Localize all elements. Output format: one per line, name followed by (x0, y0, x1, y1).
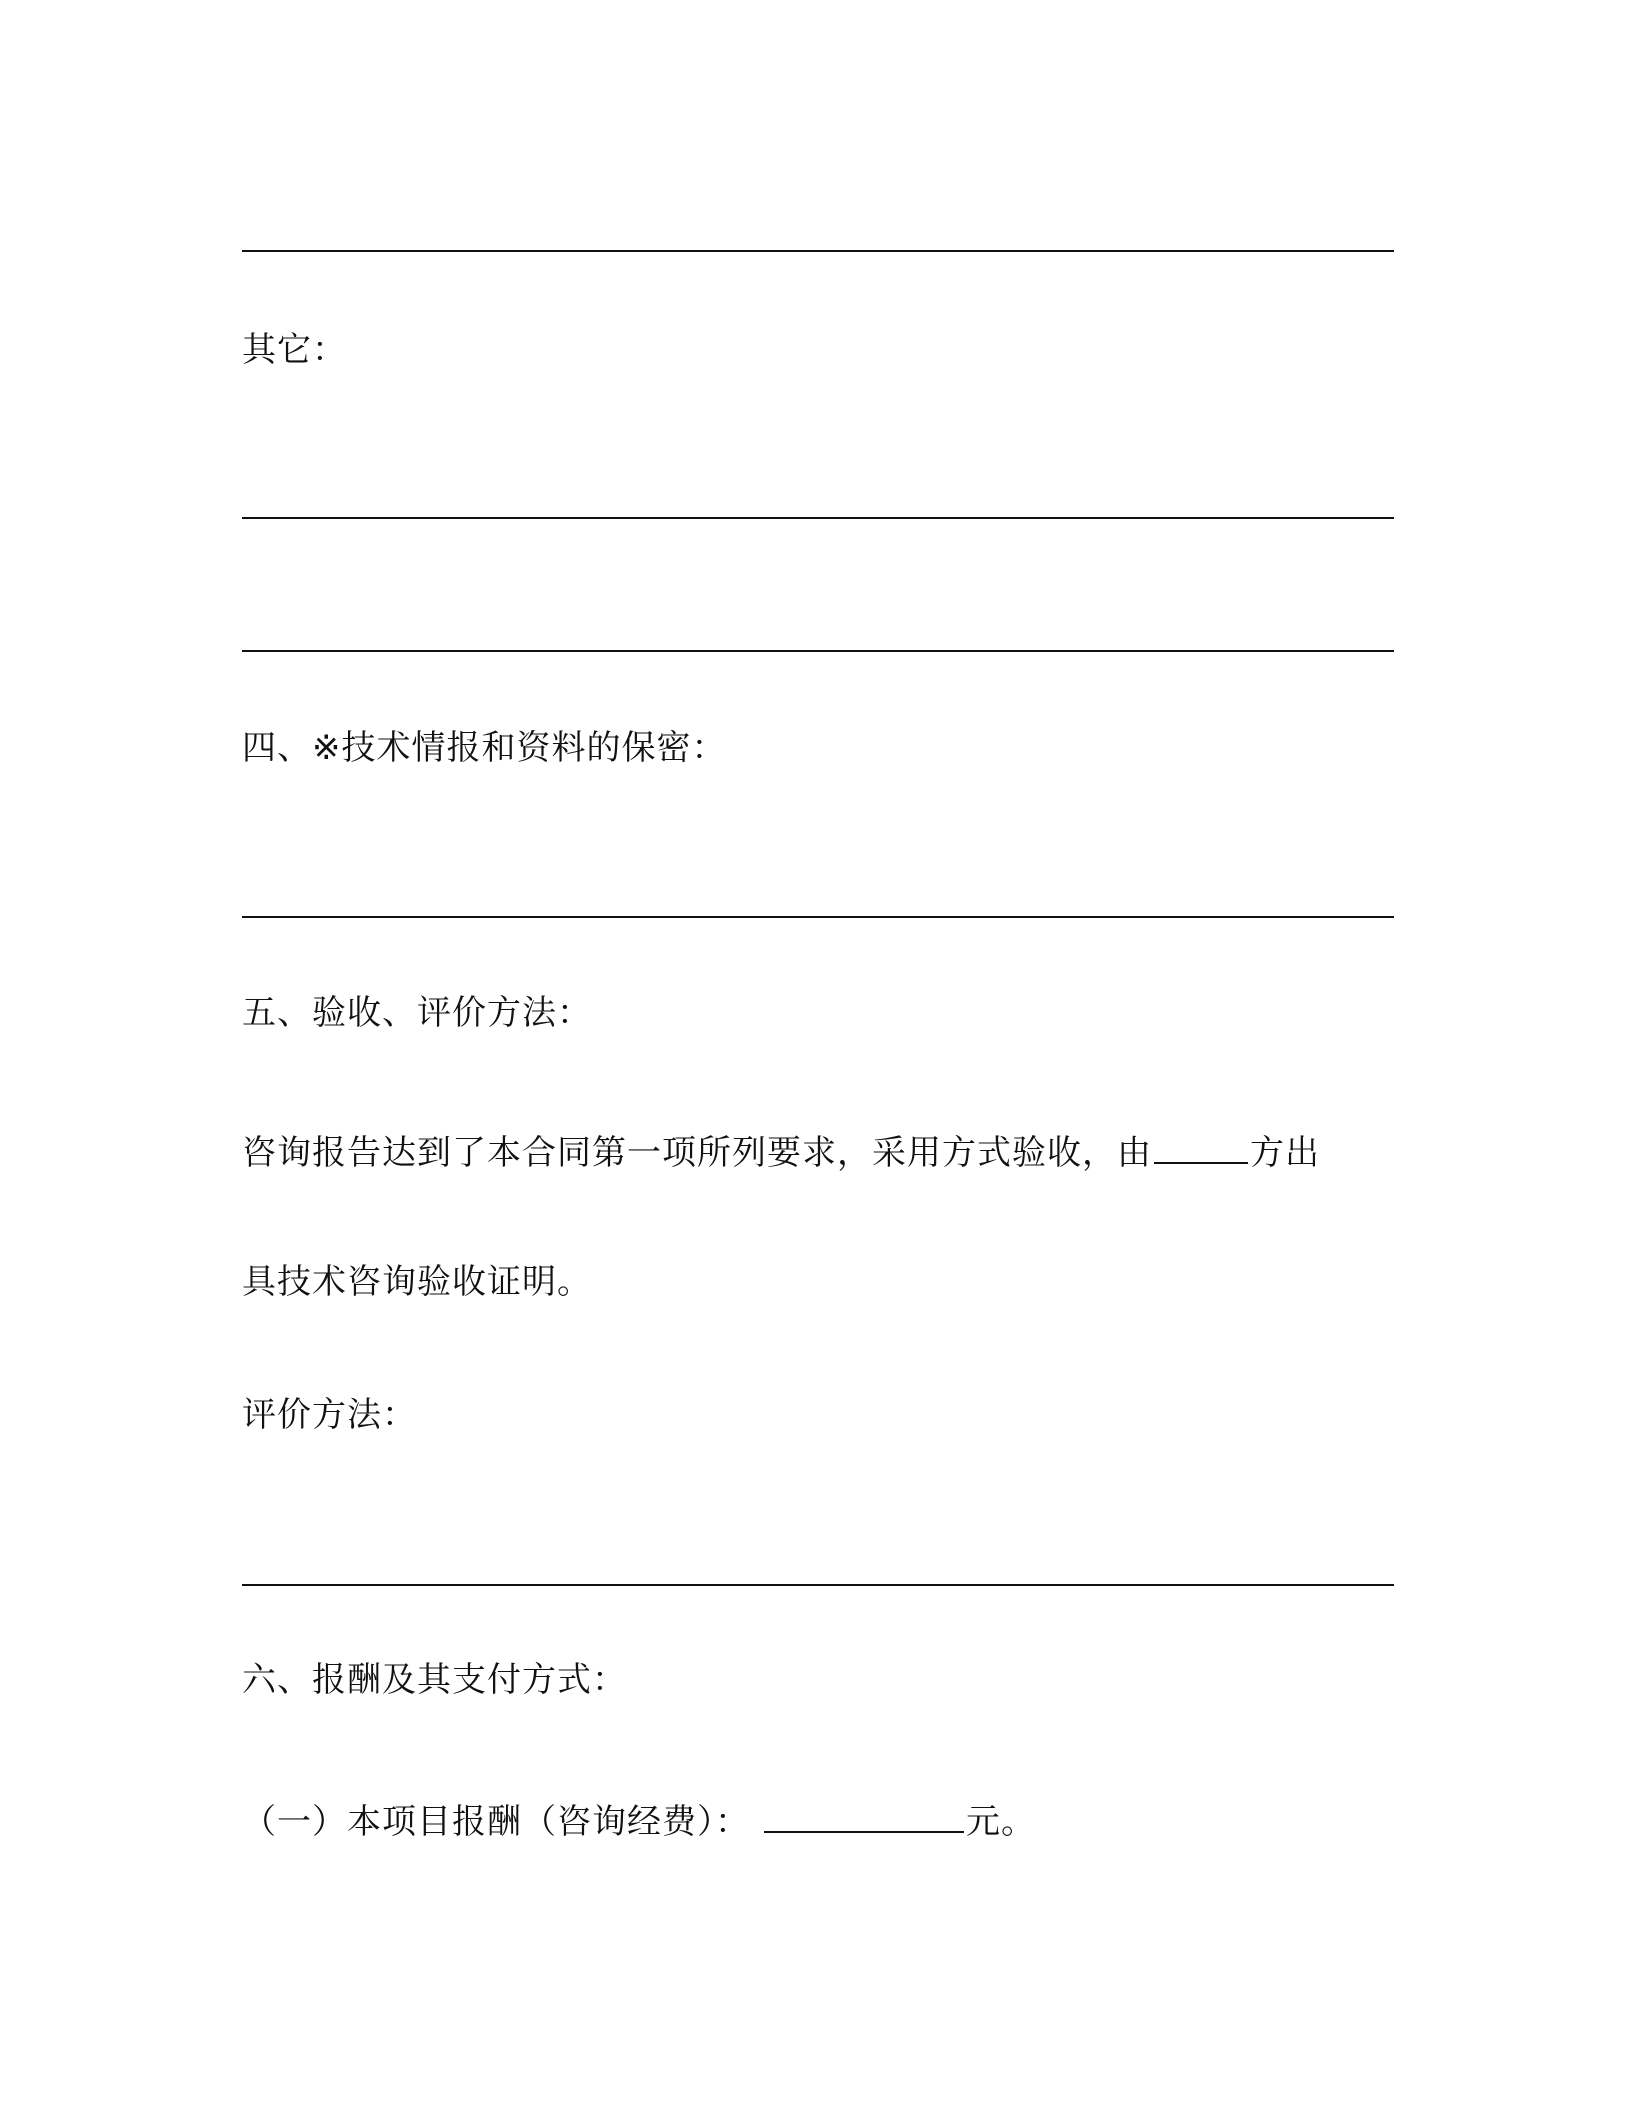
acceptance-paragraph-line-1 (242, 1128, 1320, 1173)
acceptance-text-after: 方出 (1250, 1133, 1320, 1173)
blank-line (242, 517, 1394, 519)
fee-amount-blank (764, 1797, 964, 1833)
section-heading-acceptance: 五、验收、评价方法： (242, 993, 592, 1033)
fee-line (242, 1797, 1036, 1842)
acceptance-text-before: 咨询报告达到了本合同第一项所列要求，采用方式验收，由 (242, 1133, 1152, 1173)
acceptance-paragraph-line-2: 具技术咨询验收证明。 (242, 1262, 592, 1302)
evaluation-method-label: 评价方法： (242, 1395, 417, 1435)
other-label: 其它： (242, 330, 347, 370)
section-heading-confidentiality: 四、※技术情报和资料的保密： (242, 728, 727, 768)
section-heading-payment: 六、报酬及其支付方式： (242, 1660, 627, 1700)
blank-line (242, 650, 1394, 652)
issuing-party-blank (1154, 1128, 1248, 1164)
blank-line (242, 1584, 1394, 1586)
blank-line (242, 250, 1394, 252)
fee-label: （一）本项目报酬（咨询经费）： (242, 1802, 750, 1842)
blank-line (242, 916, 1394, 918)
fee-unit: 元。 (966, 1802, 1036, 1842)
